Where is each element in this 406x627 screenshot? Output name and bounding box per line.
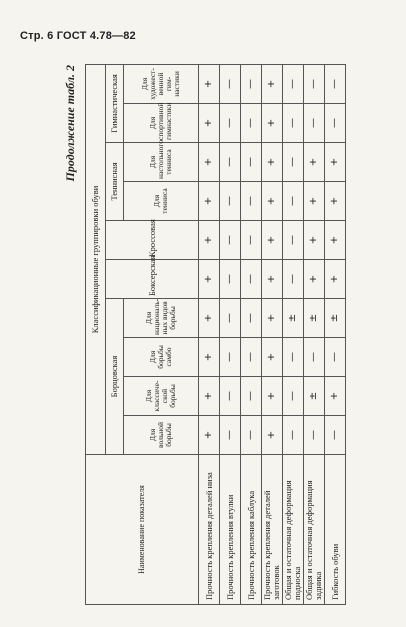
table-cell: — bbox=[325, 416, 346, 455]
table-cell: — bbox=[283, 64, 304, 103]
table-cell: + bbox=[199, 104, 220, 143]
table-row bbox=[199, 64, 220, 604]
table-cell: ± bbox=[283, 299, 304, 338]
table-cell: — bbox=[220, 416, 241, 455]
table-cell: — bbox=[283, 143, 304, 182]
table-cell: — bbox=[304, 338, 325, 377]
table-cell: — bbox=[283, 221, 304, 260]
table-cell: + bbox=[325, 260, 346, 299]
row-label: Общая и остаточная деформация подноска bbox=[283, 455, 304, 605]
page-header: Стр. 6 ГОСТ 4.78—82 bbox=[20, 30, 136, 42]
table-cell: + bbox=[304, 221, 325, 260]
subgroup-sambo: Для борьбы самбо bbox=[124, 338, 199, 377]
table-cell: + bbox=[325, 182, 346, 221]
table-cell: ± bbox=[304, 299, 325, 338]
subgroup-national: Для националь-ных видов борьбы bbox=[124, 299, 199, 338]
row-label: Прочность крепления каблука bbox=[241, 455, 262, 605]
row-label: Общая и остаточная деформация задника bbox=[304, 455, 325, 605]
table-cell: + bbox=[262, 221, 283, 260]
table-cell: + bbox=[199, 182, 220, 221]
table-cell: — bbox=[220, 182, 241, 221]
table-cell: — bbox=[220, 64, 241, 103]
table-cell: ± bbox=[325, 299, 346, 338]
row-label: Гибкость обуви bbox=[325, 455, 346, 605]
table-row bbox=[325, 64, 346, 604]
table-cell: — bbox=[304, 64, 325, 103]
group-boxing: Боксерская bbox=[106, 260, 199, 299]
subgroup-sport-gymnastics: Для спортивной гимнастики bbox=[124, 104, 199, 143]
table-cell: — bbox=[325, 338, 346, 377]
corner-header: Наименование показателя bbox=[86, 455, 199, 605]
table-cell: — bbox=[241, 260, 262, 299]
table-row bbox=[241, 64, 262, 604]
table-cell: — bbox=[304, 104, 325, 143]
table-cell: — bbox=[220, 377, 241, 416]
table-cell: + bbox=[199, 221, 220, 260]
table-cell: — bbox=[241, 338, 262, 377]
table-cell: — bbox=[220, 221, 241, 260]
table-cell: + bbox=[199, 338, 220, 377]
group-gymnastics: Гимнастическая bbox=[106, 64, 124, 142]
table-cell: + bbox=[304, 260, 325, 299]
table-cell: — bbox=[220, 143, 241, 182]
table-cell: + bbox=[262, 416, 283, 455]
group-cross: Кроссовая bbox=[106, 221, 199, 260]
table-cell: + bbox=[262, 377, 283, 416]
table-cell: — bbox=[241, 104, 262, 143]
table-cell: — bbox=[241, 221, 262, 260]
subgroup-classic: Для классиче-ской борьбы bbox=[124, 377, 199, 416]
group-wrestling: Борцовская bbox=[106, 299, 124, 455]
table-cell: — bbox=[283, 338, 304, 377]
table-cell: + bbox=[262, 299, 283, 338]
table-cell: — bbox=[325, 104, 346, 143]
table-cell: — bbox=[241, 377, 262, 416]
table-cell: — bbox=[220, 338, 241, 377]
subgroup-freestyle: Для вольной борьбы bbox=[124, 416, 199, 455]
table-cell: + bbox=[262, 104, 283, 143]
table-cell: + bbox=[325, 221, 346, 260]
table-cell: — bbox=[283, 416, 304, 455]
table-cell: — bbox=[241, 416, 262, 455]
table-cell: — bbox=[241, 299, 262, 338]
table-row bbox=[283, 64, 304, 604]
subgroup-tennis: Для тенниса bbox=[124, 182, 199, 221]
table-cell: + bbox=[304, 182, 325, 221]
table-cell: + bbox=[199, 260, 220, 299]
table-row bbox=[220, 64, 241, 604]
table-cell: — bbox=[220, 104, 241, 143]
table-cell: + bbox=[199, 299, 220, 338]
group-tennis: Теннисная bbox=[106, 143, 124, 221]
table-row bbox=[304, 64, 325, 604]
table-cell: — bbox=[220, 260, 241, 299]
table-cell: — bbox=[283, 104, 304, 143]
table-cell: + bbox=[262, 338, 283, 377]
group-header: Классификационные группировки обуви bbox=[86, 64, 106, 454]
table-cell: — bbox=[241, 182, 262, 221]
table-cell: + bbox=[262, 182, 283, 221]
classification-table bbox=[85, 64, 346, 605]
table-cell: + bbox=[199, 416, 220, 455]
continuation-label: Продолжение табл. 2 bbox=[63, 65, 77, 182]
table-cell: — bbox=[283, 260, 304, 299]
table-cell: — bbox=[241, 64, 262, 103]
table-cell: + bbox=[199, 377, 220, 416]
table-cell: + bbox=[262, 64, 283, 103]
table-cell: + bbox=[199, 143, 220, 182]
table-cell: + bbox=[325, 143, 346, 182]
row-label: Прочность крепления деталей низа bbox=[199, 455, 220, 605]
rotated-table-block bbox=[63, 65, 345, 605]
table-cell: — bbox=[304, 416, 325, 455]
table-cell: + bbox=[199, 64, 220, 103]
table-cell: + bbox=[262, 143, 283, 182]
subgroup-art-gymnastics: Для художест-венной гим-настики bbox=[124, 64, 199, 103]
row-label: Прочность крепления втулки bbox=[220, 455, 241, 605]
table-cell: — bbox=[283, 377, 304, 416]
table-row bbox=[262, 64, 283, 604]
row-label: Прочность крепления деталей заготовок bbox=[262, 455, 283, 605]
table-cell: ± bbox=[304, 377, 325, 416]
table-cell: — bbox=[220, 299, 241, 338]
table-cell: + bbox=[262, 260, 283, 299]
table-cell: — bbox=[283, 182, 304, 221]
table-cell: — bbox=[325, 64, 346, 103]
table-cell: + bbox=[325, 377, 346, 416]
table-cell: + bbox=[304, 143, 325, 182]
subgroup-table-tennis: Для настольного тенниса bbox=[124, 143, 199, 182]
table-cell: — bbox=[241, 143, 262, 182]
